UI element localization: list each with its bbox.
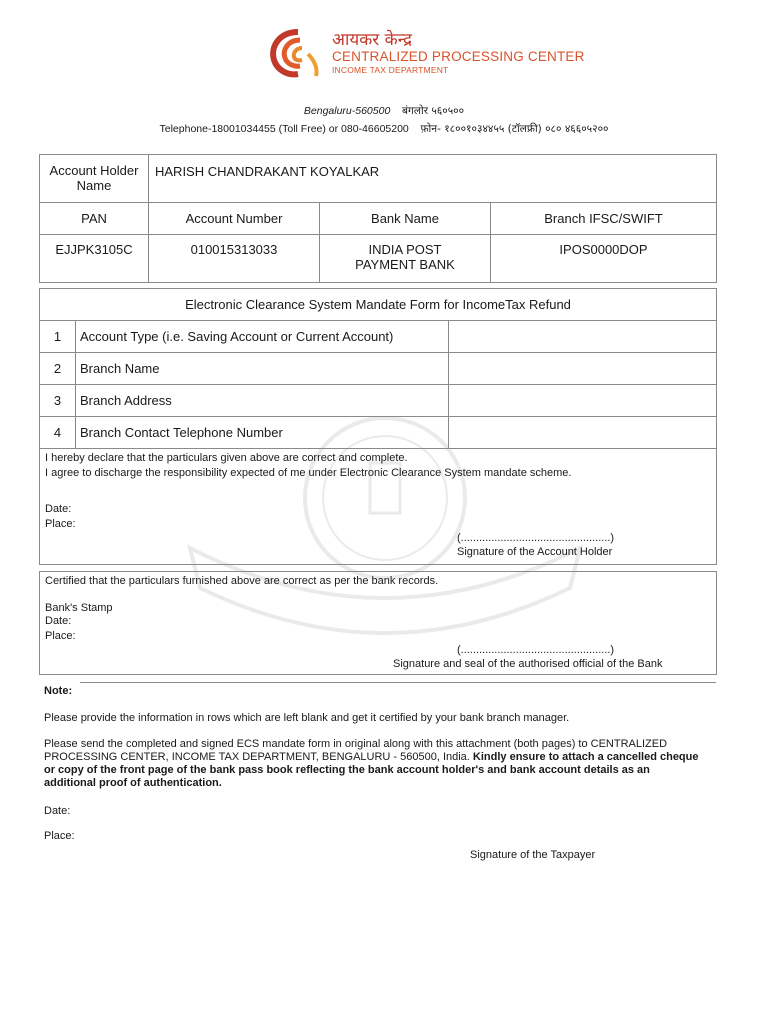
row-label: Account Type (i.e. Saving Account or Current Account) xyxy=(76,321,449,353)
address-line xyxy=(0,104,768,118)
bank-stamp-label: Bank's Stamp xyxy=(45,602,113,614)
taxpayer-date-label: Date: xyxy=(44,805,71,817)
pan-value: EJJPK3105C xyxy=(40,235,149,283)
logo-swirl-icon xyxy=(268,24,332,84)
row-number: 4 xyxy=(40,417,76,449)
branch-address-field[interactable] xyxy=(449,385,717,417)
bank-certification-box xyxy=(39,571,717,675)
account-type-field[interactable] xyxy=(449,321,717,353)
note-paragraph-2-text: Please send the completed and signed ECS mandate form in original along with this attachment (both pages) to CENTRALIZED PROCESSING CENTER, INCOME TAX DEPARTMENT, BENGALURU - 560500, India. xyxy=(44,738,668,763)
telephone-hindi: फ़ोन- १८००१०३४४५५ (टॉलफ्री) ०८० ४६६०५२०० xyxy=(420,123,609,135)
bank-date-label: Date: xyxy=(45,615,72,627)
signature-dots: (.................................................) xyxy=(457,644,615,656)
bank-place-label: Place: xyxy=(45,630,76,642)
table-row xyxy=(40,321,717,353)
account-holder-signature-label: Signature of the Account Holder xyxy=(457,546,613,558)
table-row xyxy=(40,353,717,385)
declaration-line-1: I hereby declare that the particulars given above are correct and complete. xyxy=(45,452,408,464)
city-hindi: बंगलोर ५६०५०० xyxy=(401,105,465,117)
mandate-table xyxy=(39,288,717,449)
certification-line: Certified that the particulars furnished above are correct as per the bank records. xyxy=(45,575,439,587)
note-paragraph-1: Please provide the information in rows which are left blank and get it certified by your bank branch manager. xyxy=(44,712,570,724)
logo-hindi-text: आयकर केन्द्र xyxy=(332,30,412,50)
declaration-line-2: I agree to discharge the responsibility expected of me under Electronic Clearance System mandate scheme. xyxy=(45,467,572,479)
declaration-date-label: Date: xyxy=(45,503,72,515)
branch-name-field[interactable] xyxy=(449,353,717,385)
column-header: Bank Name xyxy=(320,203,491,235)
bank-name-value: INDIA POST PAYMENT BANK xyxy=(320,235,491,283)
declaration-box xyxy=(39,449,717,565)
logo-title: CENTRALIZED PROCESSING CENTER xyxy=(332,49,585,64)
bank-official-signature-label: Signature and seal of the authorised official of the Bank xyxy=(393,658,663,670)
taxpayer-signature-label: Signature of the Taxpayer xyxy=(470,849,596,861)
declaration-place-label: Place: xyxy=(45,518,76,530)
taxpayer-place-label: Place: xyxy=(44,830,75,842)
column-header: PAN xyxy=(40,203,149,235)
note-paragraph-2 xyxy=(44,738,704,790)
signature-dots: (.................................................) xyxy=(457,532,615,544)
branch-telephone-field[interactable] xyxy=(449,417,717,449)
row-number: 2 xyxy=(40,353,76,385)
divider xyxy=(80,682,716,683)
telephone: Telephone-18001034455 (Toll Free) or 080-46605200 xyxy=(159,123,409,135)
column-header: Account Number xyxy=(149,203,320,235)
row-label: Branch Address xyxy=(76,385,449,417)
city: Bengaluru-560500 xyxy=(303,105,391,117)
telephone-line xyxy=(0,122,768,136)
logo-subtitle: INCOME TAX DEPARTMENT xyxy=(332,65,449,75)
holder-name: HARISH CHANDRAKANT KOYALKAR xyxy=(149,155,717,203)
note-paragraph-2-emphasis: Kindly ensure to attach a cancelled cheque or copy of the front page of the bank pass book reflecting the bank account holder's and bank account details as an additional proof of authentication. xyxy=(44,751,699,789)
table-row xyxy=(40,385,717,417)
row-number: 1 xyxy=(40,321,76,353)
account-number-value: 010015313033 xyxy=(149,235,320,283)
row-label: Branch Name xyxy=(76,353,449,385)
table-row xyxy=(40,417,717,449)
holder-label: Account Holder Name xyxy=(40,155,149,203)
row-label: Branch Contact Telephone Number xyxy=(76,417,449,449)
column-header: Branch IFSC/SWIFT xyxy=(491,203,717,235)
account-table xyxy=(39,154,717,283)
row-number: 3 xyxy=(40,385,76,417)
note-heading: Note: xyxy=(44,685,73,697)
ifsc-value: IPOS0000DOP xyxy=(491,235,717,283)
mandate-title: Electronic Clearance System Mandate Form for IncomeTax Refund xyxy=(40,289,717,321)
